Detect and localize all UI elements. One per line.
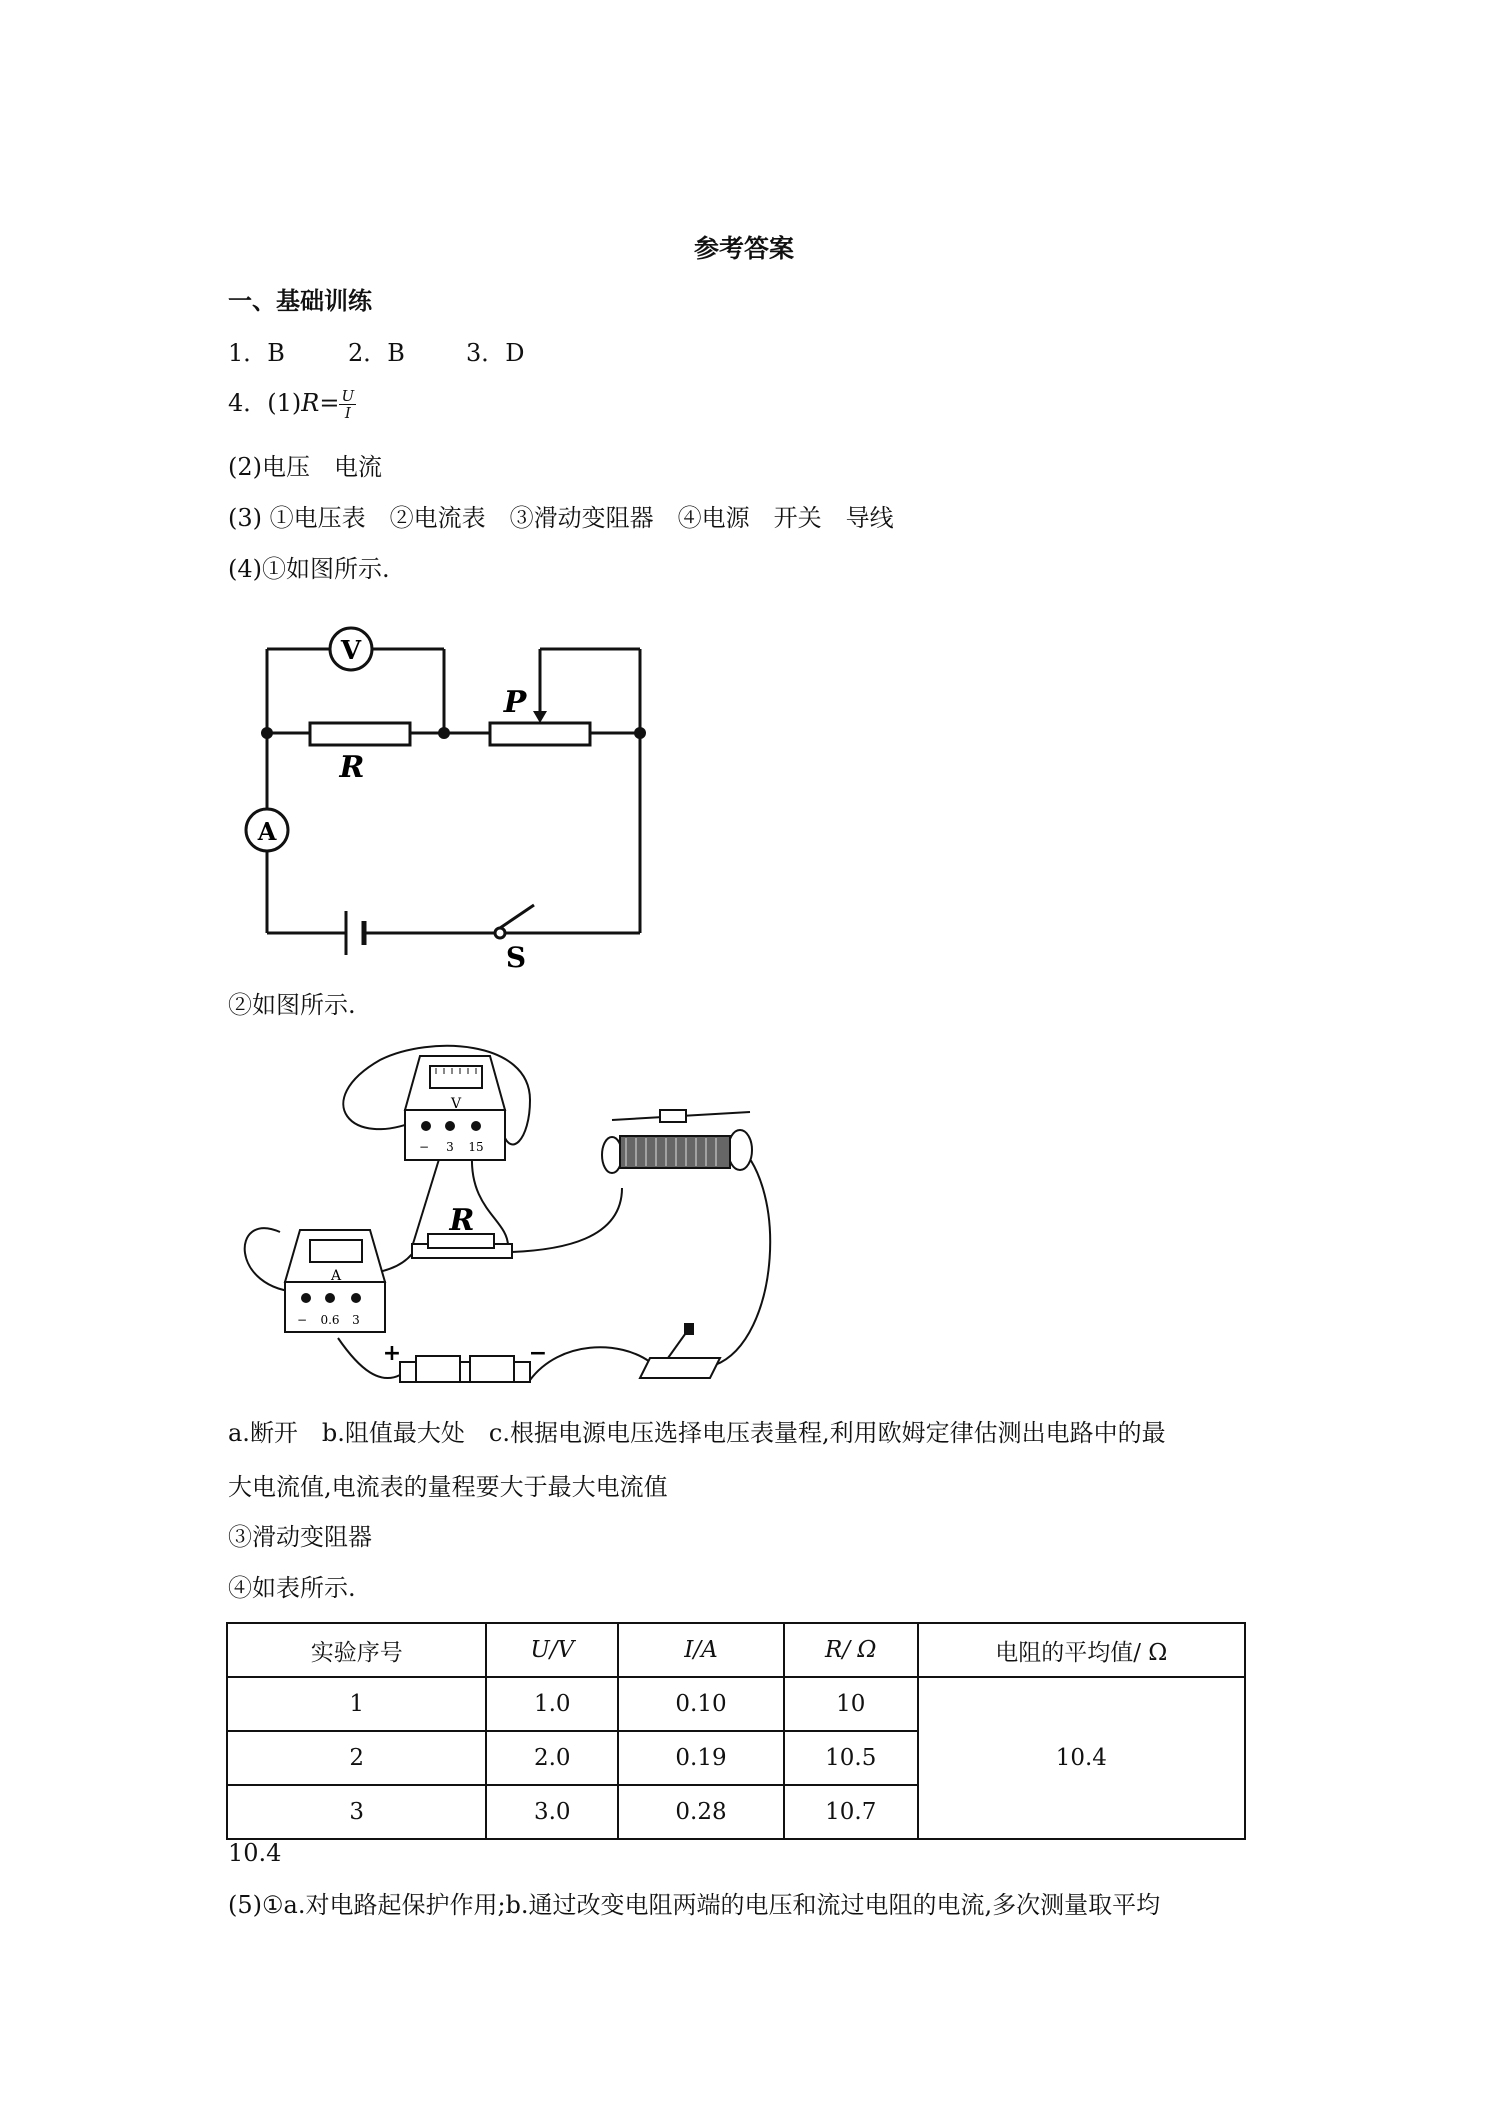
apparatus-drawing (240, 1040, 800, 1390)
switch-label: S (505, 941, 527, 974)
cell: 2 (227, 1731, 486, 1785)
section-heading: 一、基础训练 (228, 287, 372, 315)
header-resistance: R/ Ω (784, 1623, 918, 1677)
answer-1: 1．B (228, 339, 285, 367)
q4-4-2-line: ②如图所示. (228, 991, 356, 1019)
answer-2: 2．B (348, 339, 405, 367)
page-title: 参考答案 (693, 234, 794, 263)
results-table (226, 1622, 1246, 1840)
formula-fraction (339, 388, 356, 421)
cell: 0.19 (618, 1731, 784, 1785)
q4-5-line: (5)①a.对电路起保护作用;b.通过改变电阻两端的电压和流过电阻的电流,多次测量取平均 (228, 1891, 1161, 1919)
apparatus-ammeter-label: A (330, 1268, 342, 1284)
q4-1-prefix: 4．(1) (228, 389, 302, 417)
cell: 1.0 (486, 1677, 618, 1731)
v-terminal-15: 15 (468, 1140, 484, 1154)
battery-plus-label: + (382, 1341, 402, 1366)
cell: 0.10 (618, 1677, 784, 1731)
q4-4-1-line: (4)①如图所示. (228, 555, 390, 583)
table-row (227, 1677, 1245, 1731)
para-a-line1: a.断开 b.阻值最大处 c.根据电源电压选择电压表量程,利用欧姆定律估测出电路中的最 (228, 1419, 1166, 1447)
average-cell: 10.4 (918, 1677, 1245, 1839)
para-a-line2: 大电流值,电流表的量程要大于最大电流值 (228, 1473, 668, 1501)
a-terminal-3: 3 (352, 1313, 360, 1327)
formula-lhs: R (301, 389, 320, 417)
v-terminal-3: 3 (446, 1140, 454, 1154)
header-average: 电阻的平均值/ Ω (918, 1623, 1245, 1677)
header-current: I/A (618, 1623, 784, 1677)
formula-eq: = (319, 389, 340, 417)
header-voltage: U/V (486, 1623, 618, 1677)
formula-denominator: I (344, 404, 351, 422)
q4-2-line: (2)电压 电流 (228, 453, 382, 481)
table-header-row (227, 1623, 1245, 1677)
formula-numerator: U (341, 387, 355, 405)
v-terminal-neg: − (418, 1140, 430, 1154)
ammeter-label: A (257, 817, 277, 846)
circuit-diagram (240, 615, 660, 975)
cell: 3.0 (486, 1785, 618, 1839)
voltmeter-label: V (340, 636, 362, 666)
rheostat-label: P (503, 685, 527, 720)
header-trial: 实验序号 (227, 1623, 486, 1677)
apparatus-voltmeter-label: V (450, 1096, 462, 1112)
after-table-value: 10.4 (228, 1839, 282, 1867)
resistor-label: R (339, 750, 365, 785)
q4-4-3-line: ③滑动变阻器 (228, 1523, 372, 1551)
q4-3-line: (3) ①电压表 ②电流表 ③滑动变阻器 ④电源 开关 导线 (228, 504, 894, 532)
cell: 0.28 (618, 1785, 784, 1839)
cell: 10.5 (784, 1731, 918, 1785)
cell: 10.7 (784, 1785, 918, 1839)
a-terminal-neg: − (296, 1313, 308, 1327)
battery-minus-label: − (528, 1341, 548, 1366)
q4-1-line (228, 388, 356, 421)
cell: 2.0 (486, 1731, 618, 1785)
a-terminal-06: 0.6 (320, 1313, 340, 1327)
answer-3: 3．D (466, 339, 525, 367)
cell: 10 (784, 1677, 918, 1731)
cell: 3 (227, 1785, 486, 1839)
cell: 1 (227, 1677, 486, 1731)
q4-4-4-line: ④如表所示. (228, 1574, 356, 1602)
apparatus-resistor-label: R (449, 1203, 475, 1238)
